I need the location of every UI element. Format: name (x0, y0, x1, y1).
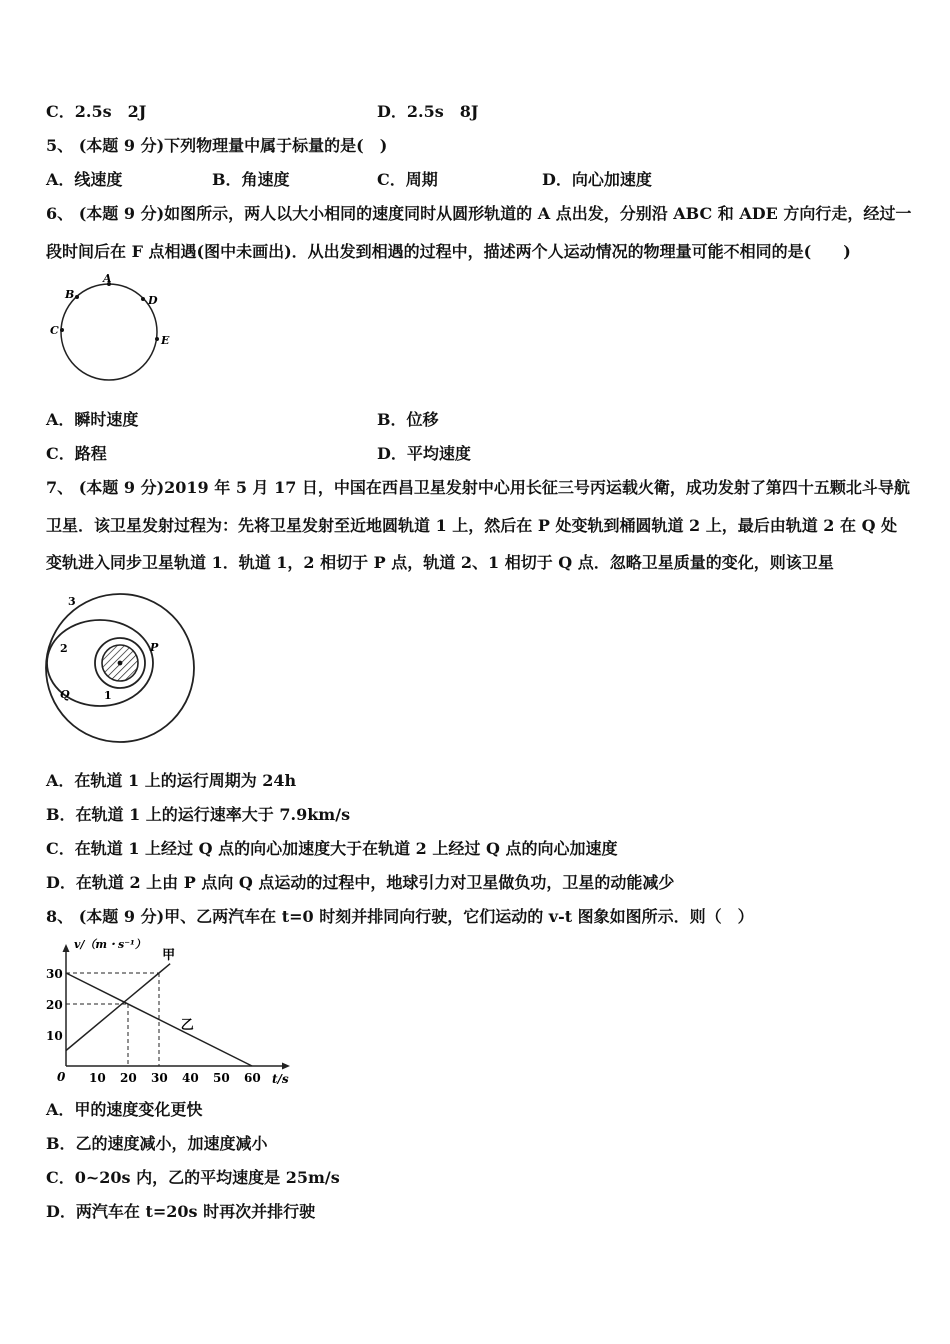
q8-option-b (46, 1134, 268, 1154)
option-text: 甲的速度变化更快 (74, 1100, 203, 1119)
option-text: 乙的速度减小，加速度减小 (75, 1134, 268, 1153)
option-label: A． (46, 410, 75, 429)
y-tick-label: 10 (46, 1029, 63, 1043)
q7-stem-line2 (46, 516, 897, 536)
option-label: C． (377, 170, 406, 189)
label-orbit-1: 1 (104, 689, 112, 702)
option-text: 0~20s 内，乙的平均速度是 25m/s (74, 1168, 340, 1187)
option-label: D． (46, 1202, 76, 1221)
q8-option-d (46, 1202, 315, 1222)
x-tick-label: 60 (244, 1071, 261, 1085)
q7-option-c (46, 839, 617, 859)
q7-option-d (46, 873, 674, 893)
y-tick-label: 30 (46, 967, 63, 981)
question-number: 5、 (46, 136, 74, 155)
q5-option-b (212, 170, 290, 190)
option-label: B． (46, 1134, 76, 1153)
q6-option-b (377, 410, 439, 430)
q5-stem (46, 136, 387, 156)
x-tick-label: 50 (213, 1071, 230, 1085)
label-d: D (148, 294, 158, 307)
label-a: A (103, 272, 112, 285)
q6-stem-line1 (46, 204, 911, 224)
point-c (60, 328, 64, 332)
label-p: P (150, 641, 159, 654)
q5-option-d (542, 170, 652, 190)
q8-vt-chart (40, 932, 300, 1092)
option-label: C． (46, 102, 75, 121)
option-text: 2.5s 8J (406, 102, 479, 121)
option-text: 在轨道 1 上的运行周期为 24h (74, 771, 297, 790)
point-b (75, 295, 79, 299)
q7-stem-line1 (46, 478, 910, 498)
q8-option-a (46, 1100, 202, 1120)
question-number: 6、 (46, 204, 74, 223)
x-tick-label: 10 (89, 1071, 106, 1085)
option-label: D． (377, 444, 407, 463)
question-text: 下列物理量中属于标量的是( ) (164, 136, 388, 155)
label-orbit-3: 3 (68, 595, 76, 608)
q7-option-a (46, 771, 296, 791)
question-text: 2019 年 5 月 17 日，中国在西昌卫星发射中心用长征三号丙运载火衛，成功发射了第四十五颗北斗导航 (164, 478, 910, 497)
option-text: 平均速度 (406, 444, 471, 463)
option-label: D． (377, 102, 407, 121)
question-score: (本题 9 分) (78, 204, 165, 223)
question-score: (本题 9 分) (78, 907, 165, 926)
x-tick-label: 30 (151, 1071, 168, 1085)
q6-option-a (46, 410, 138, 430)
option-text: 周期 (405, 170, 438, 189)
option-text: 瞬时速度 (74, 410, 139, 429)
option-text: 角速度 (241, 170, 290, 189)
option-text: 在轨道 2 上由 P 点向 Q 点运动的过程中，地球引力对卫星做负功，卫星的动能减少 (75, 873, 675, 892)
option-label: A． (46, 1100, 75, 1119)
question-text: 卫星．该卫星发射过程为：先将卫星发射至近地圆轨道 1 上，然后在 P 处变轨到桶圆轨道 2 上，最后由轨道 2 在 Q 处 (46, 516, 898, 535)
series-label-1: 乙 (180, 1017, 194, 1033)
option-label: D． (46, 873, 76, 892)
point-d (141, 297, 145, 301)
q8-option-c (46, 1168, 340, 1188)
y-axis-label: v/（m・s⁻¹） (74, 938, 146, 951)
question-text: 甲、乙两汽车在 t=0 时刻并排同向行驶，它们运动的 v-t 图象如图所示．则（ ） (164, 907, 754, 926)
y-axis-arrow (63, 944, 70, 952)
option-text: 在轨道 1 上的运行速率大于 7.9km/s (75, 805, 351, 824)
point-e (155, 337, 159, 341)
option-label: A． (46, 170, 75, 189)
q7-stem-line3 (46, 553, 834, 573)
question-score: (本题 9 分) (78, 136, 165, 155)
option-text: 2.5s 2J (74, 102, 147, 121)
x-axis-label: t/s (272, 1072, 289, 1086)
q4-option-c (46, 102, 146, 122)
option-label: B． (377, 410, 407, 429)
question-text: 变轨进入同步卫星轨道 1．轨道 1，2 相切于 P 点，轨道 2、1 相切于 Q 点．忽略卫星质量的变化，则该卫星 (46, 553, 834, 572)
option-text: 路程 (74, 444, 107, 463)
y-tick-label: 20 (46, 998, 63, 1012)
x-axis-arrow (282, 1063, 290, 1070)
earth-center (118, 661, 123, 666)
option-text: 两汽车在 t=20s 时再次并排行驶 (75, 1202, 316, 1221)
label-b: B (65, 288, 75, 301)
option-label: D． (542, 170, 572, 189)
label-e: E (161, 334, 170, 347)
origin-label: 0 (57, 1070, 66, 1084)
q5-option-a (46, 170, 122, 190)
x-tick-label: 40 (182, 1071, 199, 1085)
x-tick-label: 20 (120, 1071, 137, 1085)
question-text: 段时间后在 F 点相遇(图中未画出)．从出发到相遇的过程中，描述两个人运动情况的物理量可能不相同的是( ) (46, 242, 851, 261)
series-label-0: 甲 (162, 948, 176, 964)
q5-option-c (377, 170, 438, 190)
label-orbit-2: 2 (60, 642, 68, 655)
q4-option-d (377, 102, 478, 122)
q7-option-b (46, 805, 350, 825)
question-score: (本题 9 分) (78, 478, 165, 497)
label-q: Q (60, 688, 70, 701)
option-label: B． (46, 805, 76, 824)
q8-stem (46, 907, 754, 927)
question-text: 如图所示，两人以大小相同的速度同时从圆形轨道的 A 点出发，分别沿 ABC 和 ADE 方向行走，经过一 (164, 204, 912, 223)
option-label: C． (46, 1168, 75, 1187)
question-number: 7、 (46, 478, 74, 497)
q6-option-c (46, 444, 107, 464)
option-label: C． (46, 839, 75, 858)
q6-option-d (377, 444, 471, 464)
option-text: 在轨道 1 上经过 Q 点的向心加速度大于在轨道 2 上经过 Q 点的向心加速度 (74, 839, 618, 858)
option-text: 线速度 (74, 170, 123, 189)
question-number: 8、 (46, 907, 74, 926)
option-text: 位移 (406, 410, 439, 429)
label-c: C (50, 324, 59, 337)
option-label: C． (46, 444, 75, 463)
q7-satellite-orbit-figure (38, 590, 204, 748)
series-line-0 (66, 964, 170, 1051)
q6-circular-track-figure (40, 272, 190, 394)
option-label: B． (212, 170, 242, 189)
option-label: A． (46, 771, 75, 790)
option-text: 向心加速度 (571, 170, 652, 189)
q6-stem-line2 (46, 242, 851, 262)
